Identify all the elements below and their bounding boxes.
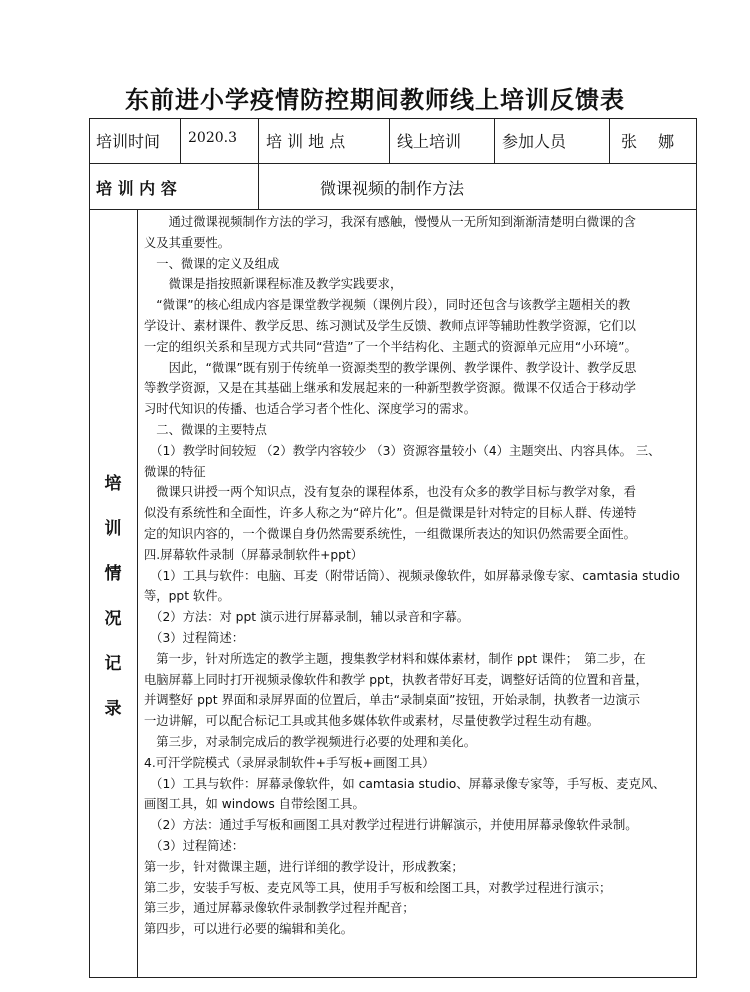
- record-line: 第三步，通过屏幕录像软件录制教学过程并配音；: [144, 901, 415, 916]
- col-divider: [137, 209, 138, 978]
- record-line: 等，ppt 软件。: [144, 589, 230, 604]
- record-line: 一边讲解，可以配合标记工具或其他多媒体软件或素材，尽量使教学过程生动有趣。: [144, 714, 599, 729]
- training-place-label: 培 训 地 点: [266, 132, 346, 151]
- record-line: （3）过程简述：: [144, 630, 245, 645]
- record-line: 似没有系统性和全面性，许多人称之为“碎片化”。但是微课是针对特定的目标人群、传递特: [144, 506, 637, 521]
- record-label-char: 训: [104, 519, 122, 539]
- record-line: 定的知识内容的，一个微课自身仍然需要系统性，一组微课所表达的知识仍然需要全面性。: [144, 526, 636, 541]
- record-line: 第一步，针对所选定的教学主题，搜集教学材料和媒体素材，制作 ppt 课件； 第二步，在: [144, 651, 646, 666]
- col-divider: [258, 118, 259, 163]
- record-line: （2）方法：对 ppt 演示进行屏幕录制，辅以录音和字幕。: [144, 610, 470, 625]
- record-line: 一、微课的定义及组成: [144, 256, 280, 271]
- training-place-value: 线上培训: [397, 132, 462, 151]
- training-content-label: 培 训 内 容: [96, 179, 177, 198]
- col-divider: [609, 118, 610, 163]
- record-line: 并调整好 ppt 界面和录屏界面的位置后，单击“录制桌面”按钮，开始录制，执教者一边演示: [144, 693, 640, 708]
- record-line: （1）工具与软件：电脑、耳麦（附带话筒）、视频录像软件，如屏幕录像专家、camtasia studio: [144, 568, 680, 583]
- training-time-label: 培训时间: [96, 132, 161, 151]
- record-line: 第三步，对录制完成后的教学视频进行必要的处理和美化。: [144, 734, 477, 749]
- record-line: （3）过程简述：: [144, 838, 245, 853]
- record-line: 微课只讲授一两个知识点，没有复杂的课程体系，也没有众多的教学目标与教学对象，看: [144, 485, 636, 500]
- record-line: 第一步，针对微课主题，进行详细的教学设计，形成教案；: [144, 859, 464, 874]
- record-line: 4.可汗学院模式（录屏录制软件+手写板+画图工具）: [144, 755, 435, 770]
- training-record-content: [144, 212, 694, 940]
- record-line: 第四步，可以进行必要的编辑和美化。: [144, 922, 354, 937]
- record-line: 学设计、素材课件、教学反思、练习测试及学生反馈、教师点评等辅助性教学资源，它们以: [144, 318, 636, 333]
- training-time-value: 2020.3: [188, 130, 237, 146]
- col-divider: [494, 118, 495, 163]
- record-line: 第二步，安装手写板、麦克风等工具，使用手写板和绘图工具，对教学过程进行演示；: [144, 880, 612, 895]
- record-line: “微课”的核心组成内容是课堂教学视频（课例片段），同时还包含与该教学主题相关的教: [144, 298, 631, 313]
- training-content-value: 微课视频的制作方法: [320, 179, 465, 198]
- record-line: 通过微课视频制作方法的学习，我深有感触，慢慢从一无所知到渐渐清楚明白微课的含: [144, 215, 636, 229]
- record-line: 画图工具，如 windows 自带绘图工具。: [144, 797, 365, 812]
- col-divider: [389, 118, 390, 163]
- record-line: （1）工具与软件：屏幕录像软件，如 camtasia studio、屏幕录像专家等，手写板、麦克风、: [144, 776, 666, 791]
- record-line: 一定的组织关系和呈现方式共同“营造”了一个半结构化、主题式的资源单元应用“小环境”。: [144, 339, 637, 354]
- record-label-char: 培: [104, 474, 122, 494]
- record-line: 微课的特征: [144, 464, 206, 479]
- record-line: 微课是指按照新课程标准及教学实践要求，: [144, 277, 403, 292]
- record-line: 等教学资源，又是在其基础上继承和发展起来的一种新型教学资源。微课不仅适合于移动学: [144, 381, 636, 396]
- record-line: （1）教学时间较短 （2）教学内容较少 （3）资源容量较小（4）主题突出、内容具体。 三、: [144, 443, 661, 458]
- record-line: 习时代知识的传播、也适合学习者个性化、深度学习的需求。: [144, 402, 477, 417]
- form-title: 东前进小学疫情防控期间教师线上培训反馈表: [125, 86, 625, 114]
- row-divider: [89, 163, 697, 164]
- row-divider: [89, 209, 697, 210]
- record-line: （2）方法：通过手写板和画图工具对教学过程进行讲解演示，并使用屏幕录像软件录制。: [144, 818, 638, 833]
- record-line: 电脑屏幕上同时打开视频录像软件和教学 ppt，执教者带好耳麦，调整好话筒的位置和音量，: [144, 672, 648, 687]
- record-label-char: 况: [104, 609, 122, 629]
- col-divider: [180, 118, 181, 163]
- record-line: 因此，“微课”既有别于传统单一资源类型的教学课例、教学课件、教学设计、教学反思: [144, 360, 637, 375]
- record-line: 四.屏幕软件录制（屏幕录制软件+ppt）: [144, 547, 364, 562]
- participants-label: 参加人员: [502, 132, 567, 151]
- col-divider: [258, 163, 259, 209]
- record-line: 义及其重要性。: [144, 235, 231, 250]
- participants-value: 张 娜: [621, 132, 675, 151]
- record-line: 二、微课的主要特点: [144, 422, 267, 437]
- record-label-char: 记: [104, 654, 122, 674]
- record-label-char: 情: [104, 564, 122, 584]
- record-label-char: 录: [104, 699, 122, 719]
- training-record-label: [89, 210, 137, 978]
